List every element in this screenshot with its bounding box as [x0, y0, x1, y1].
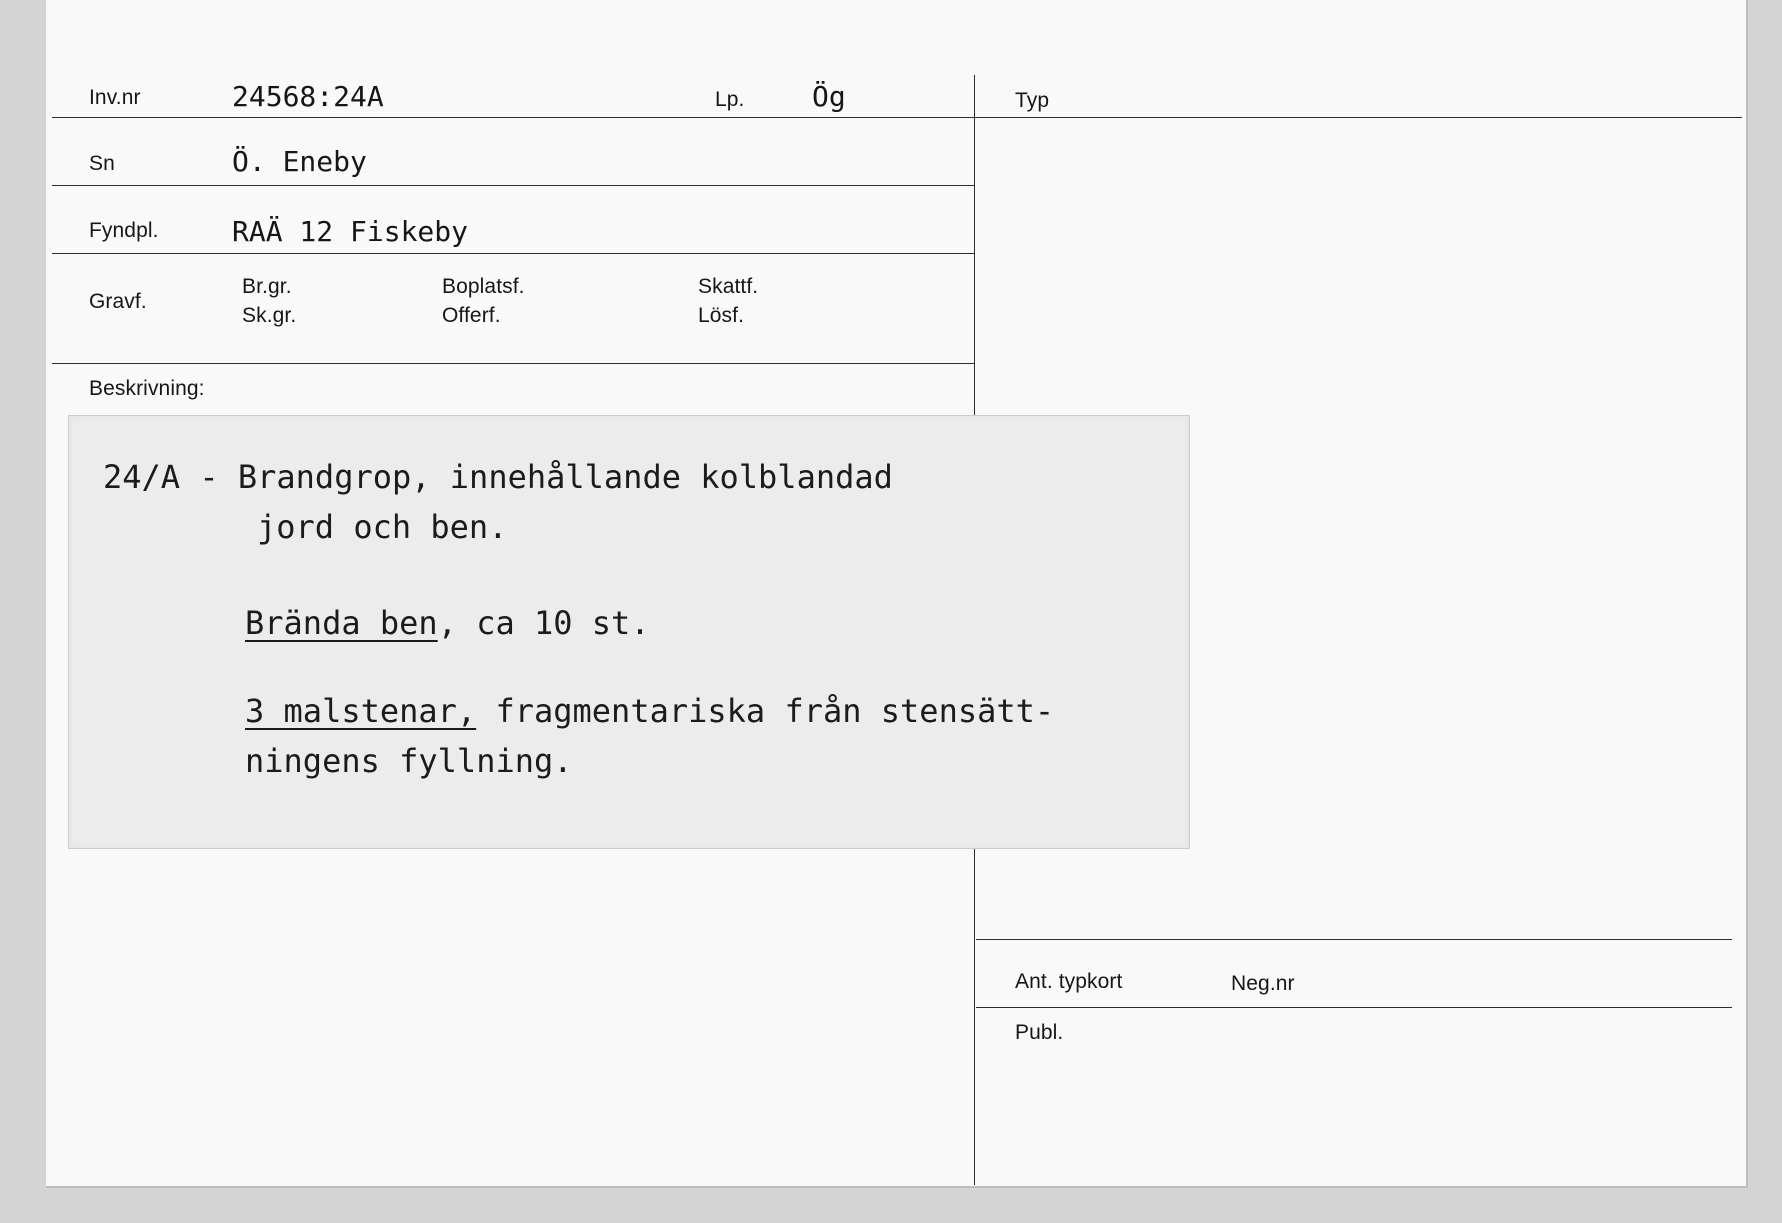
sn-label: Sn [89, 152, 115, 175]
skgr-label: Sk.gr. [242, 304, 297, 327]
description-line-3 [245, 604, 650, 642]
grinding-stones-detail: fragmentariska från stensätt- [476, 692, 1055, 730]
lp-value: Ög [812, 80, 846, 113]
offerf-label: Offerf. [442, 304, 501, 327]
burned-bones-count: , ca 10 st. [437, 604, 650, 642]
rule-ant-typkort-bottom [976, 1007, 1732, 1008]
inv-nr-value: 24568:24A [232, 80, 384, 113]
inv-nr-label: Inv.nr [89, 86, 141, 109]
description-line-5: ningens fyllning. [245, 742, 573, 780]
brgr-label: Br.gr. [242, 275, 292, 298]
description-slip [68, 415, 1190, 849]
ant-typkort-label: Ant. typkort [1015, 970, 1123, 993]
fyndpl-value: RAÄ 12 Fiskeby [232, 215, 469, 248]
beskrivning-label: Beskrivning: [89, 377, 205, 400]
description-line-2: jord och ben. [257, 508, 508, 546]
rule-inv [52, 117, 1742, 118]
grinding-stones-text: 3 malstenar, [245, 692, 477, 730]
publ-label: Publ. [1015, 1021, 1064, 1044]
description-line-4 [245, 692, 1054, 730]
lp-label: Lp. [715, 88, 745, 111]
burned-bones-text: Brända ben [245, 604, 438, 642]
sn-value: Ö. Eneby [232, 145, 367, 178]
neg-nr-label: Neg.nr [1231, 972, 1295, 995]
rule-gravf [52, 363, 974, 364]
losf-label: Lösf. [698, 304, 745, 327]
catalog-card [46, 0, 1748, 1188]
gravf-label: Gravf. [89, 290, 147, 313]
typ-label: Typ [1015, 89, 1050, 112]
boplatsf-label: Boplatsf. [442, 275, 525, 298]
description-line-1: 24/A - Brandgrop, innehållande kolblandad [103, 458, 893, 496]
fyndpl-label: Fyndpl. [89, 219, 159, 242]
rule-ant-typkort-top [976, 939, 1732, 940]
skattf-label: Skattf. [698, 275, 759, 298]
rule-fyndpl [52, 253, 974, 254]
rule-sn [52, 185, 974, 186]
